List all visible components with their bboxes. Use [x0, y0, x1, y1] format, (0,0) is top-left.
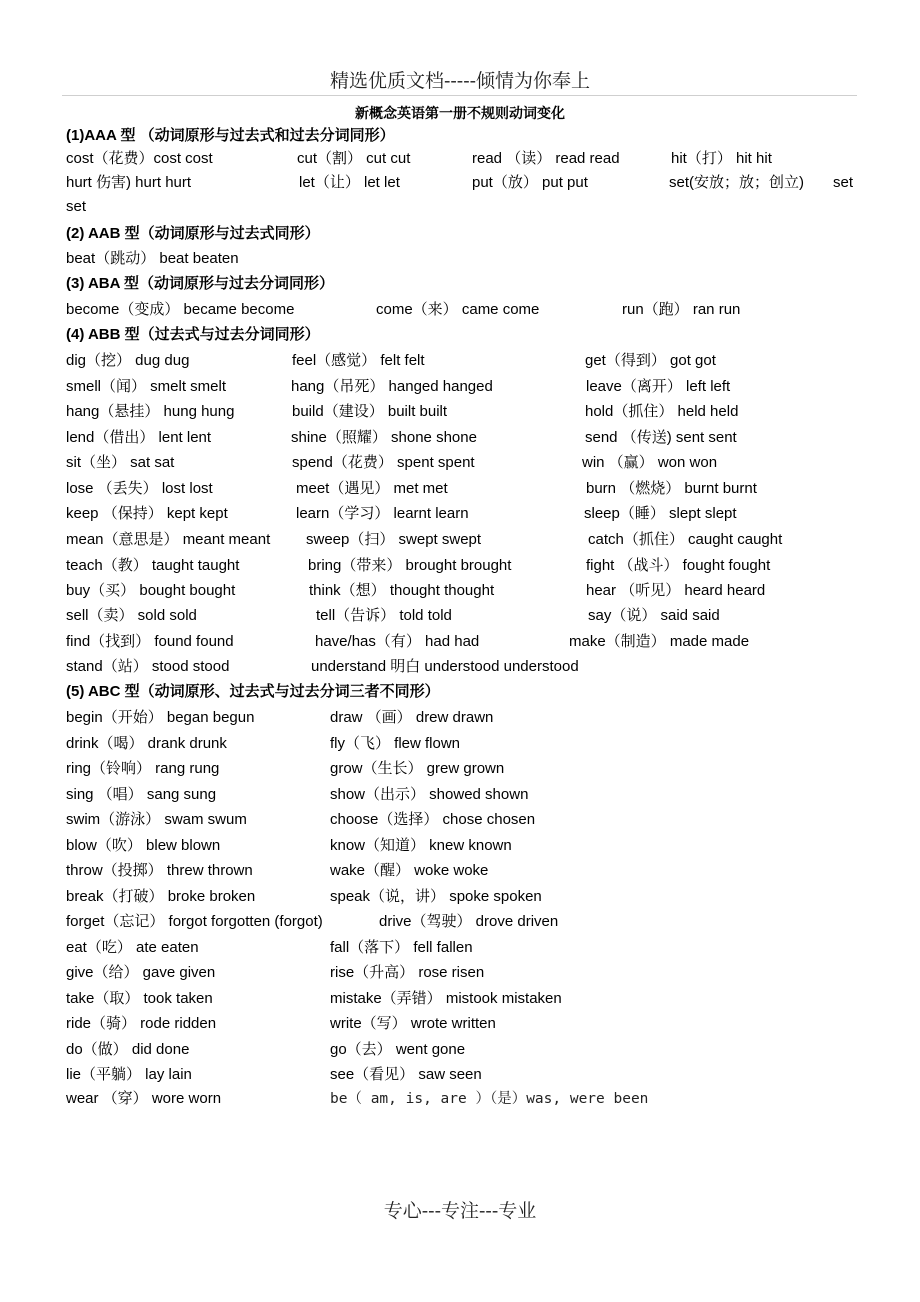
- section-heading: [66, 273, 866, 295]
- verb-row: [66, 1064, 866, 1086]
- verb-entry: set: [66, 198, 87, 215]
- section-heading-text: (3) ABA 型（动词原形与过去分词同形）: [66, 275, 335, 292]
- verb-entry: mistake（弄错） mistook mistaken: [330, 990, 562, 1007]
- verb-entry: set: [833, 174, 854, 191]
- verb-entry: fight （战斗） fought fought: [586, 557, 771, 574]
- verb-entry: lie（平躺） lay lain: [66, 1066, 192, 1083]
- verb-entry: learn（学习） learnt learn: [296, 505, 469, 522]
- verb-row: [66, 835, 866, 857]
- verb-entry: give（给） gave given: [66, 964, 216, 981]
- verb-row: [66, 172, 866, 194]
- verb-entry: forget（忘记） forgot forgotten (forgot): [66, 913, 323, 930]
- section-heading: [66, 681, 866, 703]
- verb-entry: feel（感觉） felt felt: [292, 352, 425, 369]
- verb-entry: see（看见） saw seen: [330, 1066, 482, 1083]
- verb-row: [66, 248, 866, 270]
- verb-entry: drive（驾驶） drove driven: [379, 913, 559, 930]
- verb-entry: put（放） put put: [472, 174, 588, 191]
- verb-entry: dig（挖） dug dug: [66, 352, 190, 369]
- document-title: 新概念英语第一册不规则动词变化: [355, 105, 565, 121]
- verb-row: [66, 707, 866, 729]
- verb-entry: sleep（睡） slept slept: [584, 505, 737, 522]
- verb-entry: throw（投掷） threw thrown: [66, 862, 253, 879]
- verb-entry: shine（照耀） shone shone: [291, 429, 477, 446]
- page-header: 精选优质文档-----倾情为你奉上: [329, 70, 591, 92]
- verb-entry: blow（吹） blew blown: [66, 837, 221, 854]
- verb-entry: sing （唱） sang sung: [66, 786, 217, 803]
- verb-entry: swim（游泳） swam swum: [66, 811, 247, 828]
- verb-row: [66, 937, 866, 959]
- section-heading: [66, 125, 866, 147]
- verb-entry: come（来） came come: [376, 301, 540, 318]
- verb-row: [66, 886, 866, 908]
- verb-entry: sweep（扫） swept swept: [306, 531, 482, 548]
- verb-entry: sell（卖） sold sold: [66, 607, 197, 624]
- verb-row: [66, 758, 866, 780]
- verb-entry: rise（升高） rose risen: [330, 964, 485, 981]
- verb-entry: burn （燃烧） burnt burnt: [586, 480, 757, 497]
- verb-entry: hit（打） hit hit: [671, 150, 772, 167]
- verb-entry: win （赢） won won: [582, 454, 718, 471]
- verb-entry: do（做） did done: [66, 1041, 190, 1058]
- verb-entry: hurt 伤害) hurt hurt: [66, 174, 192, 191]
- section-heading-text: (4) ABB 型（过去式与过去分词同形）: [66, 326, 320, 343]
- verb-entry: lend（借出） lent lent: [66, 429, 212, 446]
- verb-entry: build（建设） built built: [292, 403, 448, 420]
- verb-entry: wear （穿） wore worn: [66, 1090, 222, 1107]
- verb-entry: choose（选择） chose chosen: [330, 811, 536, 828]
- verb-entry: bring（带来） brought brought: [308, 557, 512, 574]
- verb-entry: know（知道） knew known: [330, 837, 512, 854]
- verb-entry: get（得到） got got: [585, 352, 716, 369]
- verb-entry: break（打破） broke broken: [66, 888, 256, 905]
- verb-row: [66, 299, 866, 321]
- section-heading: [66, 223, 866, 245]
- verb-entry: cut（割） cut cut: [297, 150, 411, 167]
- verb-entry: teach（教） taught taught: [66, 557, 240, 574]
- verb-entry: hear （听见） heard heard: [586, 582, 766, 599]
- verb-row: [66, 580, 866, 602]
- verb-entry: send （传送) sent sent: [585, 429, 737, 446]
- verb-entry: hold（抓住） held held: [585, 403, 739, 420]
- verb-row: [66, 988, 866, 1010]
- verb-entry: set(安放；放；创立): [669, 174, 805, 191]
- verb-entry: spend（花费） spent spent: [292, 454, 475, 471]
- verb-row: [66, 656, 866, 678]
- verb-row: [66, 809, 866, 831]
- verb-entry: find（找到） found found: [66, 633, 234, 650]
- verb-entry: beat（跳动） beat beaten: [66, 250, 239, 267]
- verb-row: [66, 1039, 866, 1061]
- verb-entry: take（取） took taken: [66, 990, 213, 1007]
- verb-entry: be（ am, is, are ）（是）was, were been: [330, 1091, 649, 1107]
- verb-entry: make（制造） made made: [569, 633, 750, 650]
- verb-row: [66, 784, 866, 806]
- verb-entry: sit（坐） sat sat: [66, 454, 175, 471]
- verb-entry: write（写） wrote written: [330, 1015, 496, 1032]
- verb-entry: read （读） read read: [472, 150, 620, 167]
- verb-entry: mean（意思是） meant meant: [66, 531, 271, 548]
- verb-row: [66, 860, 866, 882]
- verb-entry: ride（骑） rode ridden: [66, 1015, 217, 1032]
- verb-entry: let（让） let let: [299, 174, 400, 191]
- verb-entry: hang（悬挂） hung hung: [66, 403, 235, 420]
- verb-row: [66, 631, 866, 653]
- verb-row: [66, 452, 866, 474]
- verb-row: [66, 503, 866, 525]
- verb-row: [66, 196, 866, 218]
- verb-row: [66, 376, 866, 398]
- verb-entry: understand 明白 understood understood: [311, 658, 579, 675]
- verb-entry: buy（买） bought bought: [66, 582, 236, 599]
- verb-entry: hang（吊死） hanged hanged: [291, 378, 493, 395]
- verb-row: [66, 962, 866, 984]
- verb-entry: run（跑） ran run: [622, 301, 741, 318]
- verb-entry: catch（抓住） caught caught: [588, 531, 783, 548]
- verb-entry: draw （画） drew drawn: [330, 709, 494, 726]
- verb-row: [66, 605, 866, 627]
- verb-entry: stand（站） stood stood: [66, 658, 230, 675]
- verb-entry: become（变成） became become: [66, 301, 295, 318]
- verb-row: [66, 1013, 866, 1035]
- verb-entry: cost（花费）cost cost: [66, 150, 213, 167]
- verb-entry: have/has（有） had had: [315, 633, 480, 650]
- verb-entry: ring（铃响） rang rung: [66, 760, 220, 777]
- verb-row: [66, 529, 866, 551]
- verb-entry: fall（落下） fell fallen: [330, 939, 473, 956]
- verb-entry: meet（遇见） met met: [296, 480, 448, 497]
- verb-entry: fly（飞） flew flown: [330, 735, 461, 752]
- verb-entry: go（去） went gone: [330, 1041, 466, 1058]
- verb-row: [66, 401, 866, 423]
- section-heading: [66, 324, 866, 346]
- page-footer: 专心---专注---专业: [383, 1200, 537, 1222]
- verb-entry: begin（开始） began begun: [66, 709, 255, 726]
- verb-row: [66, 350, 866, 372]
- verb-entry: say（说） said said: [588, 607, 720, 624]
- section-heading-text: (1)AAA 型 （动词原形与过去式和过去分词同形）: [66, 127, 395, 144]
- verb-row: [66, 733, 866, 755]
- verb-entry: drink（喝） drank drunk: [66, 735, 227, 752]
- verb-row: [66, 1088, 866, 1110]
- verb-entry: grow（生长） grew grown: [330, 760, 505, 777]
- verb-row: [66, 427, 866, 449]
- section-heading-text: (5) ABC 型（动词原形、过去式与过去分词三者不同形）: [66, 683, 440, 700]
- verb-row: [66, 911, 866, 933]
- verb-entry: wake（醒） woke woke: [330, 862, 489, 879]
- verb-row: [66, 555, 866, 577]
- verb-entry: think（想） thought thought: [309, 582, 495, 599]
- verb-entry: smell（闻） smelt smelt: [66, 378, 227, 395]
- verb-entry: tell（告诉） told told: [316, 607, 452, 624]
- verb-entry: leave（离开） left left: [586, 378, 731, 395]
- verb-entry: keep （保持） kept kept: [66, 505, 228, 522]
- verb-entry: speak（说，讲） spoke spoken: [330, 888, 542, 905]
- header-rule: [62, 95, 857, 96]
- verb-entry: show（出示） showed shown: [330, 786, 529, 803]
- verb-row: [66, 478, 866, 500]
- verb-entry: eat（吃） ate eaten: [66, 939, 199, 956]
- verb-row: [66, 148, 866, 170]
- section-heading-text: (2) AAB 型（动词原形与过去式同形）: [66, 225, 320, 242]
- verb-entry: lose （丢失） lost lost: [66, 480, 213, 497]
